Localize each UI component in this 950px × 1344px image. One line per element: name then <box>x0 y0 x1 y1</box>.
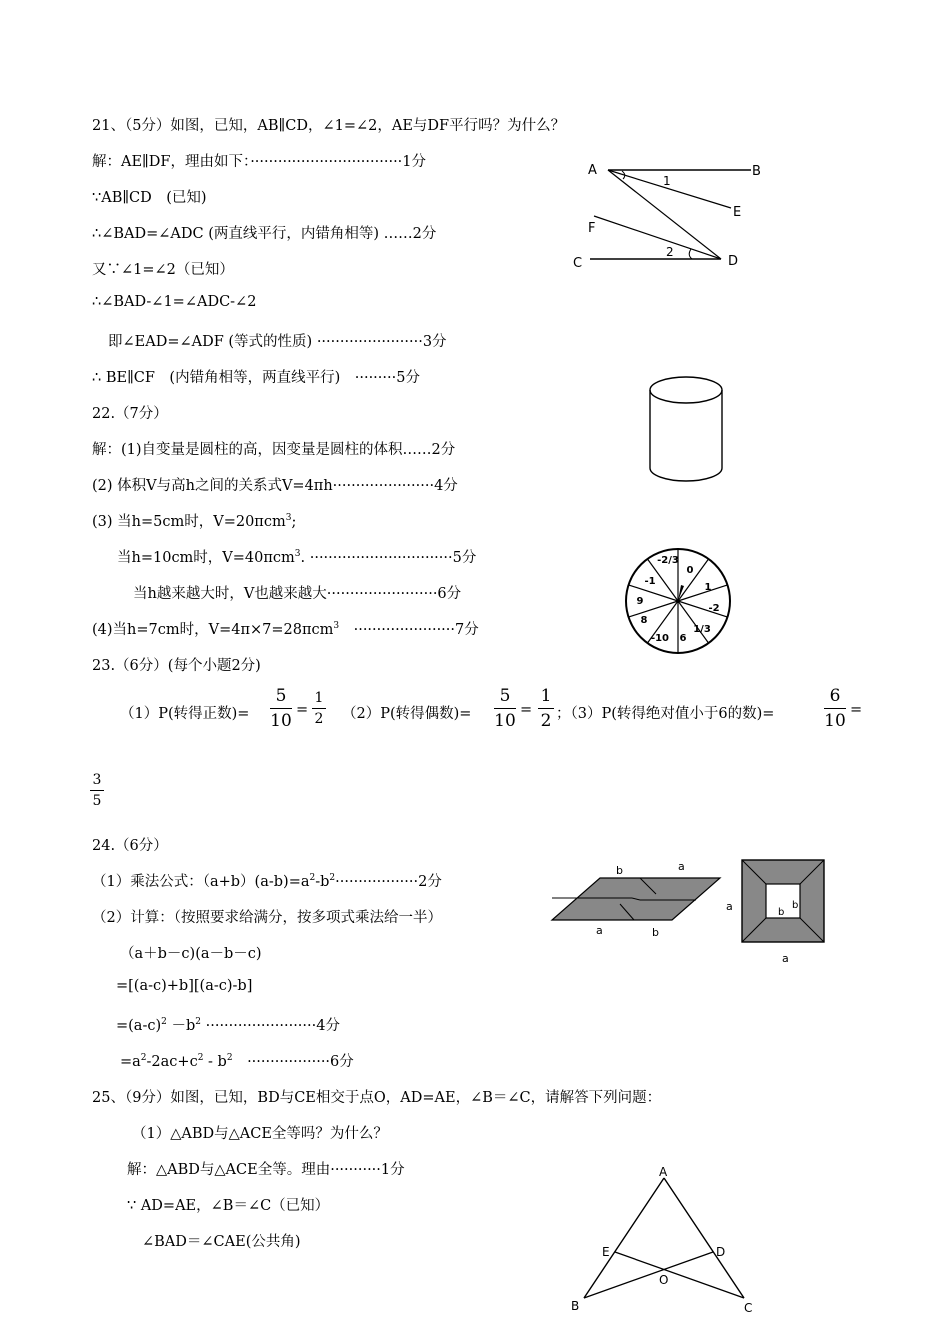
q21-step: ∵AB∥CD (已知) <box>92 190 207 206</box>
parallelogram-figure <box>548 856 728 940</box>
wheel-label: 1/3 <box>693 624 711 635</box>
fig-label-C: C <box>573 256 583 271</box>
q22-step: 解：(1)自变量是圆柱的高，因变量是圆柱的体积……2分 <box>92 442 456 458</box>
q22-step: (2) 体积V与高h之间的关系式V=4πh······················4分 <box>92 478 458 494</box>
q21-step: 即∠EAD=∠ADF (等式的性质) ·······················3分 <box>108 334 447 350</box>
fig-label-B: B <box>752 164 761 179</box>
fig-label-b: b <box>616 864 623 877</box>
wheel-label: -10 <box>650 633 670 644</box>
q23-fraction: 5 10 <box>494 686 516 731</box>
fig-label-b: b <box>778 907 785 918</box>
q23-fraction: 1 2 <box>538 686 554 731</box>
fig-label-a: a <box>678 860 685 873</box>
q24-title: 24.（6分） <box>92 838 168 854</box>
wheel-label: -2 <box>708 603 720 614</box>
q21-step: 又∵∠1=∠2（已知） <box>92 262 234 278</box>
q23-p3-label: ；（3）P(转得绝对值小于6的数)= <box>556 706 775 722</box>
q23-fraction: 3 5 <box>90 772 104 809</box>
wheel-label: 8 <box>640 615 648 626</box>
q25-step: ∵ AD=AE，∠B＝∠C（已知） <box>127 1198 330 1214</box>
q24-step: （1）乘法公式：$(a+b)(a-b)=a^2-b^2\cdot\cdot\cdot\cdot\cdot\cdot\cdot\cdot\cdot\cdot\cdot\cdot\cdot\cdot\cdot\cdot\cdot\cdot 2$分 <box>92 873 442 890</box>
q23-title: 23.（6分）(每个小题2分) <box>92 658 261 674</box>
fig-label-a: a <box>726 900 733 913</box>
fig-label-A: A <box>588 163 597 178</box>
q25-step: ∠BAD＝∠CAE(公共角) <box>142 1234 301 1250</box>
q22-step: 当h越来越大时，V也越来越大························6分 <box>133 586 462 602</box>
fig-label-b: b <box>652 926 659 939</box>
fig-angle-1: 1 <box>663 174 671 188</box>
fig-label-O: O <box>659 1273 669 1287</box>
wheel-label: -1 <box>644 576 656 587</box>
q21-conclusion: ∴ BE∥CF (内错角相等，两直线平行) ·········5分 <box>92 370 420 386</box>
q25-step: 解：△ABD与△ACE全等。理由···········1分 <box>127 1162 405 1178</box>
q22-title: 22.（7分） <box>92 406 168 422</box>
q23-equals: = <box>520 702 533 718</box>
q21-figure <box>566 155 776 280</box>
q23-fraction: 6 10 <box>824 686 846 731</box>
spinner-wheel <box>620 548 736 654</box>
q21-answer: 解：AE∥DF，理由如下：·································1分 <box>92 154 427 170</box>
wheel-label: 1 <box>704 582 712 593</box>
square-frame-figure <box>720 856 830 966</box>
q21-step: ∴∠BAD=∠ADC (两直线平行，内错角相等) ……2分 <box>92 226 437 242</box>
wheel-label: 0 <box>686 565 694 576</box>
wheel-label: 9 <box>636 596 644 607</box>
q25-triangle-figure <box>566 1164 758 1316</box>
fig-angle-2: 2 <box>666 245 674 259</box>
fig-label-B: B <box>571 1299 580 1313</box>
q23-p1-label: （1）P(转得正数)= <box>120 706 250 722</box>
fig-label-D: D <box>728 254 739 269</box>
q24-step: （2）计算：（按照要求给满分，按多项式乘法给一半） <box>92 910 442 926</box>
fig-label-a: a <box>596 924 603 937</box>
q23-fraction: 5 10 <box>270 686 292 731</box>
wheel-label: 6 <box>679 633 687 644</box>
q22-step: (4)当h=7cm时，V=4π×7=28πcm$^3$ ······················7分 <box>92 621 479 638</box>
fig-label-F: F <box>588 221 596 236</box>
q22-step: (3) 当h=5cm时，V=20πcm$^3$; <box>92 513 297 530</box>
wheel-label: -2/3 <box>657 555 679 566</box>
cylinder-figure <box>645 372 727 486</box>
q23-equals: = <box>850 702 863 718</box>
q24-step: （a＋b－c)(a－b－c) <box>120 946 262 962</box>
q23-p2-label: （2）P(转得偶数)= <box>342 706 472 722</box>
q25-title: 25、（9分）如图，已知，BD与CE相交于点O，AD=AE，∠B＝∠C，请解答下列问题： <box>92 1090 662 1106</box>
fig-label-C: C <box>744 1301 753 1315</box>
fig-label-b: b <box>792 900 799 911</box>
q25-subquestion: （1）△ABD与△ACE全等吗？为什么？ <box>132 1126 388 1142</box>
q24-step: $=a^2-2ac+c^2 - b^2$ ··················6分 <box>120 1053 354 1070</box>
q21-title: 21、（5分）如图，已知，AB∥CD，∠1=∠2，AE与DF平行吗？为什么？ <box>92 118 566 134</box>
q23-equals: = <box>296 702 309 718</box>
fig-label-E: E <box>602 1245 610 1259</box>
q24-step: $=(a-c)^2 -b^2 \cdot\cdot\cdot\cdot\cdot\cdot\cdot\cdot\cdot\cdot\cdot\cdot\cdot\cdot\cdot\cdot\cdot\cdot\cdot\cdot\cdot\cdot\cdot\cdot 4$分 <box>116 1017 340 1034</box>
fig-label-A: A <box>659 1165 668 1179</box>
q22-step: 当h=10cm时，V=40πcm$^3$. ·······························5分 <box>117 549 477 566</box>
fig-label-a: a <box>782 952 789 965</box>
q24-step: =[(a-c)+b][(a-c)-b] <box>116 978 253 994</box>
q23-fraction: 1 2 <box>312 690 326 727</box>
fig-label-E: E <box>733 205 742 220</box>
fig-label-D: D <box>716 1245 726 1259</box>
q21-step: ∴∠BAD-∠1=∠ADC-∠2 <box>92 294 257 310</box>
